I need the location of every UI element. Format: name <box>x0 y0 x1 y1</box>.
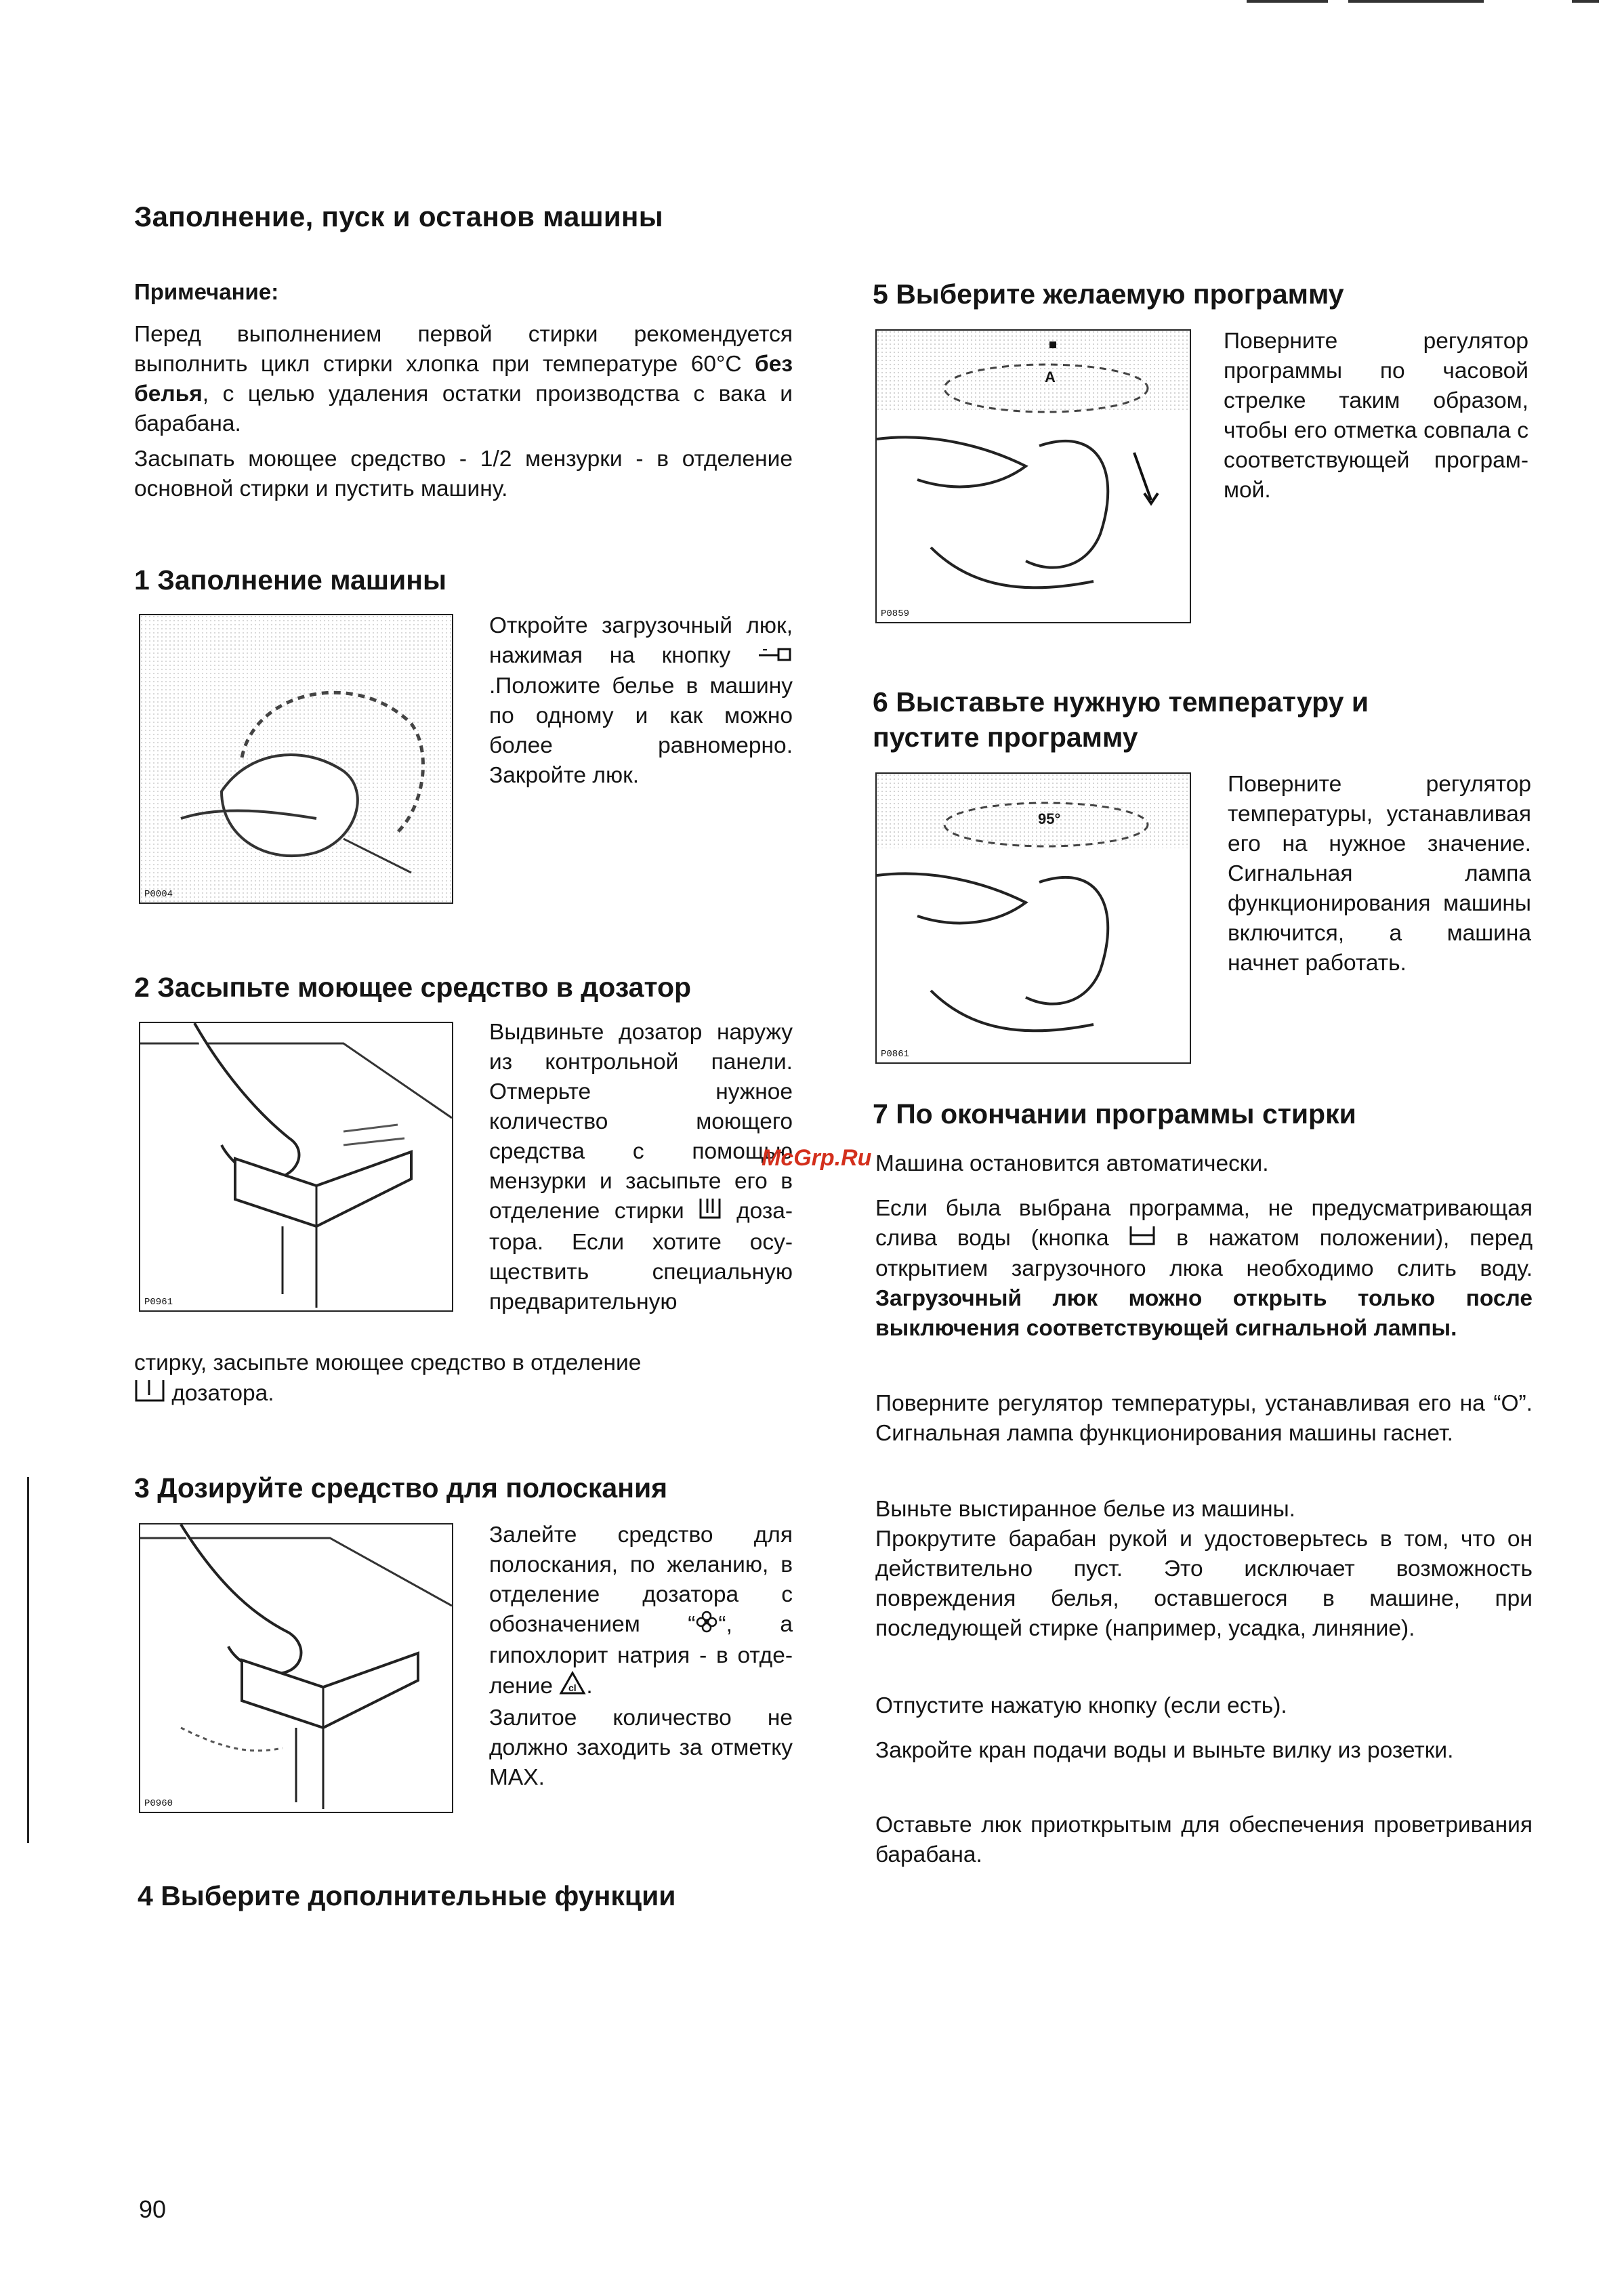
section-3-text-b: “, а гипохлорит натрия - в отделение <box>489 1612 793 1699</box>
figure-code: P0960 <box>144 1798 173 1809</box>
section-1-title: 1 Заполнение машины <box>134 564 446 596</box>
watermark: McGrp.Ru <box>762 1145 872 1171</box>
figure-temperature-dial <box>875 772 1191 1064</box>
figure-loading-laundry <box>139 614 453 904</box>
note-text: , с целью удаления остатки производства с вака и барабана. <box>134 381 793 436</box>
section-4-title: 4 Выберите дополнительные функции <box>138 1880 676 1911</box>
section-3-title: 3 Дозируйте средство для полоскания <box>134 1472 668 1503</box>
section-7-title: 7 По окончании программы стирки <box>873 1098 1356 1129</box>
scan-artifact <box>1348 0 1484 3</box>
svg-text:cl: cl <box>568 1682 577 1694</box>
figure-code: P0861 <box>881 1049 910 1060</box>
figure-code: P0859 <box>881 608 910 619</box>
figure-softener <box>139 1523 453 1813</box>
section-1-text-b: .Положите белье в машину по одному и как можно более равномерно. Закройте люк. <box>489 673 793 789</box>
section-7-p4a: Выньте выстиранное белье из машины. <box>875 1497 1295 1522</box>
section-3-text <box>489 1520 793 1793</box>
section-7-p7: Оставьте люк приоткрытым для обеспечения проветривания барабана. <box>875 1812 1533 1867</box>
note-paragraph-2: Засыпать моющее средство - 1/2 мензурки - в отделение основной стирки и пустить машину. <box>134 447 793 501</box>
scan-margin-line <box>27 1477 29 1843</box>
section-7-p5: Отпустите нажатую кнопку (если есть). <box>875 1693 1287 1718</box>
section-2-text-tail <box>134 1378 274 1411</box>
no-drain-button-icon <box>1129 1224 1156 1254</box>
drawer-illustration <box>140 1023 452 1310</box>
temperature-dial-illustration <box>877 774 1190 1062</box>
section-2-title: 2 Засыпьте моющее средство в дозатор <box>134 972 692 1003</box>
figure-program-dial <box>875 329 1191 623</box>
figure-code: P0004 <box>144 889 173 900</box>
note-bold: без белья <box>134 352 793 407</box>
section-6-text: Поверните регулятор температуры, устанавливая его на нужное значение. Сигнальная лампа функционирования машины включится, а машина начнет работать. <box>1228 772 1531 976</box>
section-2-text-b: дозатора. Если хотите осуществить специальную предварительную <box>489 1199 793 1315</box>
section-1-text <box>489 611 793 791</box>
laundry-illustration <box>140 615 452 903</box>
section-2-text-a: Выдвиньте дозатор наружу из контрольной панели. Отмерьте нужное количество моющего средства с помощью мензурки и засыпьте его в отделение стирки <box>489 1020 793 1224</box>
section-6-title-line-2: пустите программу <box>873 722 1138 753</box>
bleach-triangle-icon <box>559 1671 586 1703</box>
section-7-p2-bold: Загрузочный люк можно открыть только после выключения соответствующей сигнальной лампы. <box>875 1286 1533 1342</box>
scan-artifact <box>1247 0 1328 3</box>
section-7-p2 <box>875 1194 1533 1344</box>
section-3-text-a: Залейте средство для полоскания, по желанию, в отделение дозатора с обозначением “ <box>489 1522 793 1637</box>
figure-code: P0961 <box>144 1297 173 1308</box>
page-number: 90 <box>139 2195 167 2223</box>
softener-illustration <box>140 1524 452 1812</box>
note-text: Перед выполнением первой стирки рекомендуется выполнить цикл стирки хлопка при температуре 60°С <box>134 322 793 377</box>
section-2-text-d: дозатора. <box>171 1380 274 1406</box>
prewash-compartment-icon <box>134 1378 165 1411</box>
section-5-text: Поверните регулятор программы по часовой стрелке таким образом, чтобы его отметка совпала с соответствующей программой. <box>1224 329 1528 503</box>
temperature-dial-label: 95° <box>1038 810 1061 827</box>
main-wash-compartment-icon <box>699 1197 722 1228</box>
section-3-text-c: . <box>586 1674 593 1699</box>
section-3-text-d: Залитое количество не должно заходить за отметку MAX. <box>489 1705 793 1791</box>
note-title: Примечание: <box>134 279 279 304</box>
section-7-p1: Машина остановится автоматически. <box>875 1151 1269 1176</box>
section-7-p2-b: в нажатом положении), перед открытием загрузочного люка необходимо слить воду. <box>875 1226 1533 1282</box>
section-2-text <box>489 1018 793 1317</box>
section-1-text-a: Откройте загрузочный люк, нажимая на кнопку <box>489 613 793 668</box>
section-2-text-cont: стирку, засыпьте моющее средство в отделение <box>134 1350 642 1375</box>
section-7-p2-a: Если была выбрана программа, не предусматривающая слива воды (кнопка <box>875 1196 1533 1251</box>
door-button-icon <box>757 642 793 671</box>
scan-artifact <box>1572 0 1599 3</box>
figure-detergent-drawer <box>139 1022 453 1312</box>
section-7-p6: Закройте кран подачи воды и выньте вилку из розетки. <box>875 1738 1454 1763</box>
section-5-title: 5 Выберите желаемую программу <box>873 278 1344 310</box>
section-7-p4b: Прокрутите барабан рукой и удостоверьтесь в том, что он действительно пуст. Это исключает возможность повреждения белья, оставшегося в машине, при последующей стирке (например, усадка, линяние). <box>875 1527 1533 1641</box>
section-6-title <box>873 684 1531 755</box>
section-7-p3: Поверните регулятор температуры, устанавливая его на “О”. Сигнальная лампа функционирования машины гаснет. <box>875 1391 1533 1446</box>
program-dial-label: A <box>1045 369 1056 386</box>
softener-flower-icon <box>695 1610 718 1641</box>
program-dial-illustration <box>877 331 1190 622</box>
section-6-title-line-1: 6 Выставьте нужную температуру и <box>873 686 1369 718</box>
page-title: Заполнение, пуск и останов машины <box>134 201 663 232</box>
note-paragraph-1 <box>134 320 793 439</box>
